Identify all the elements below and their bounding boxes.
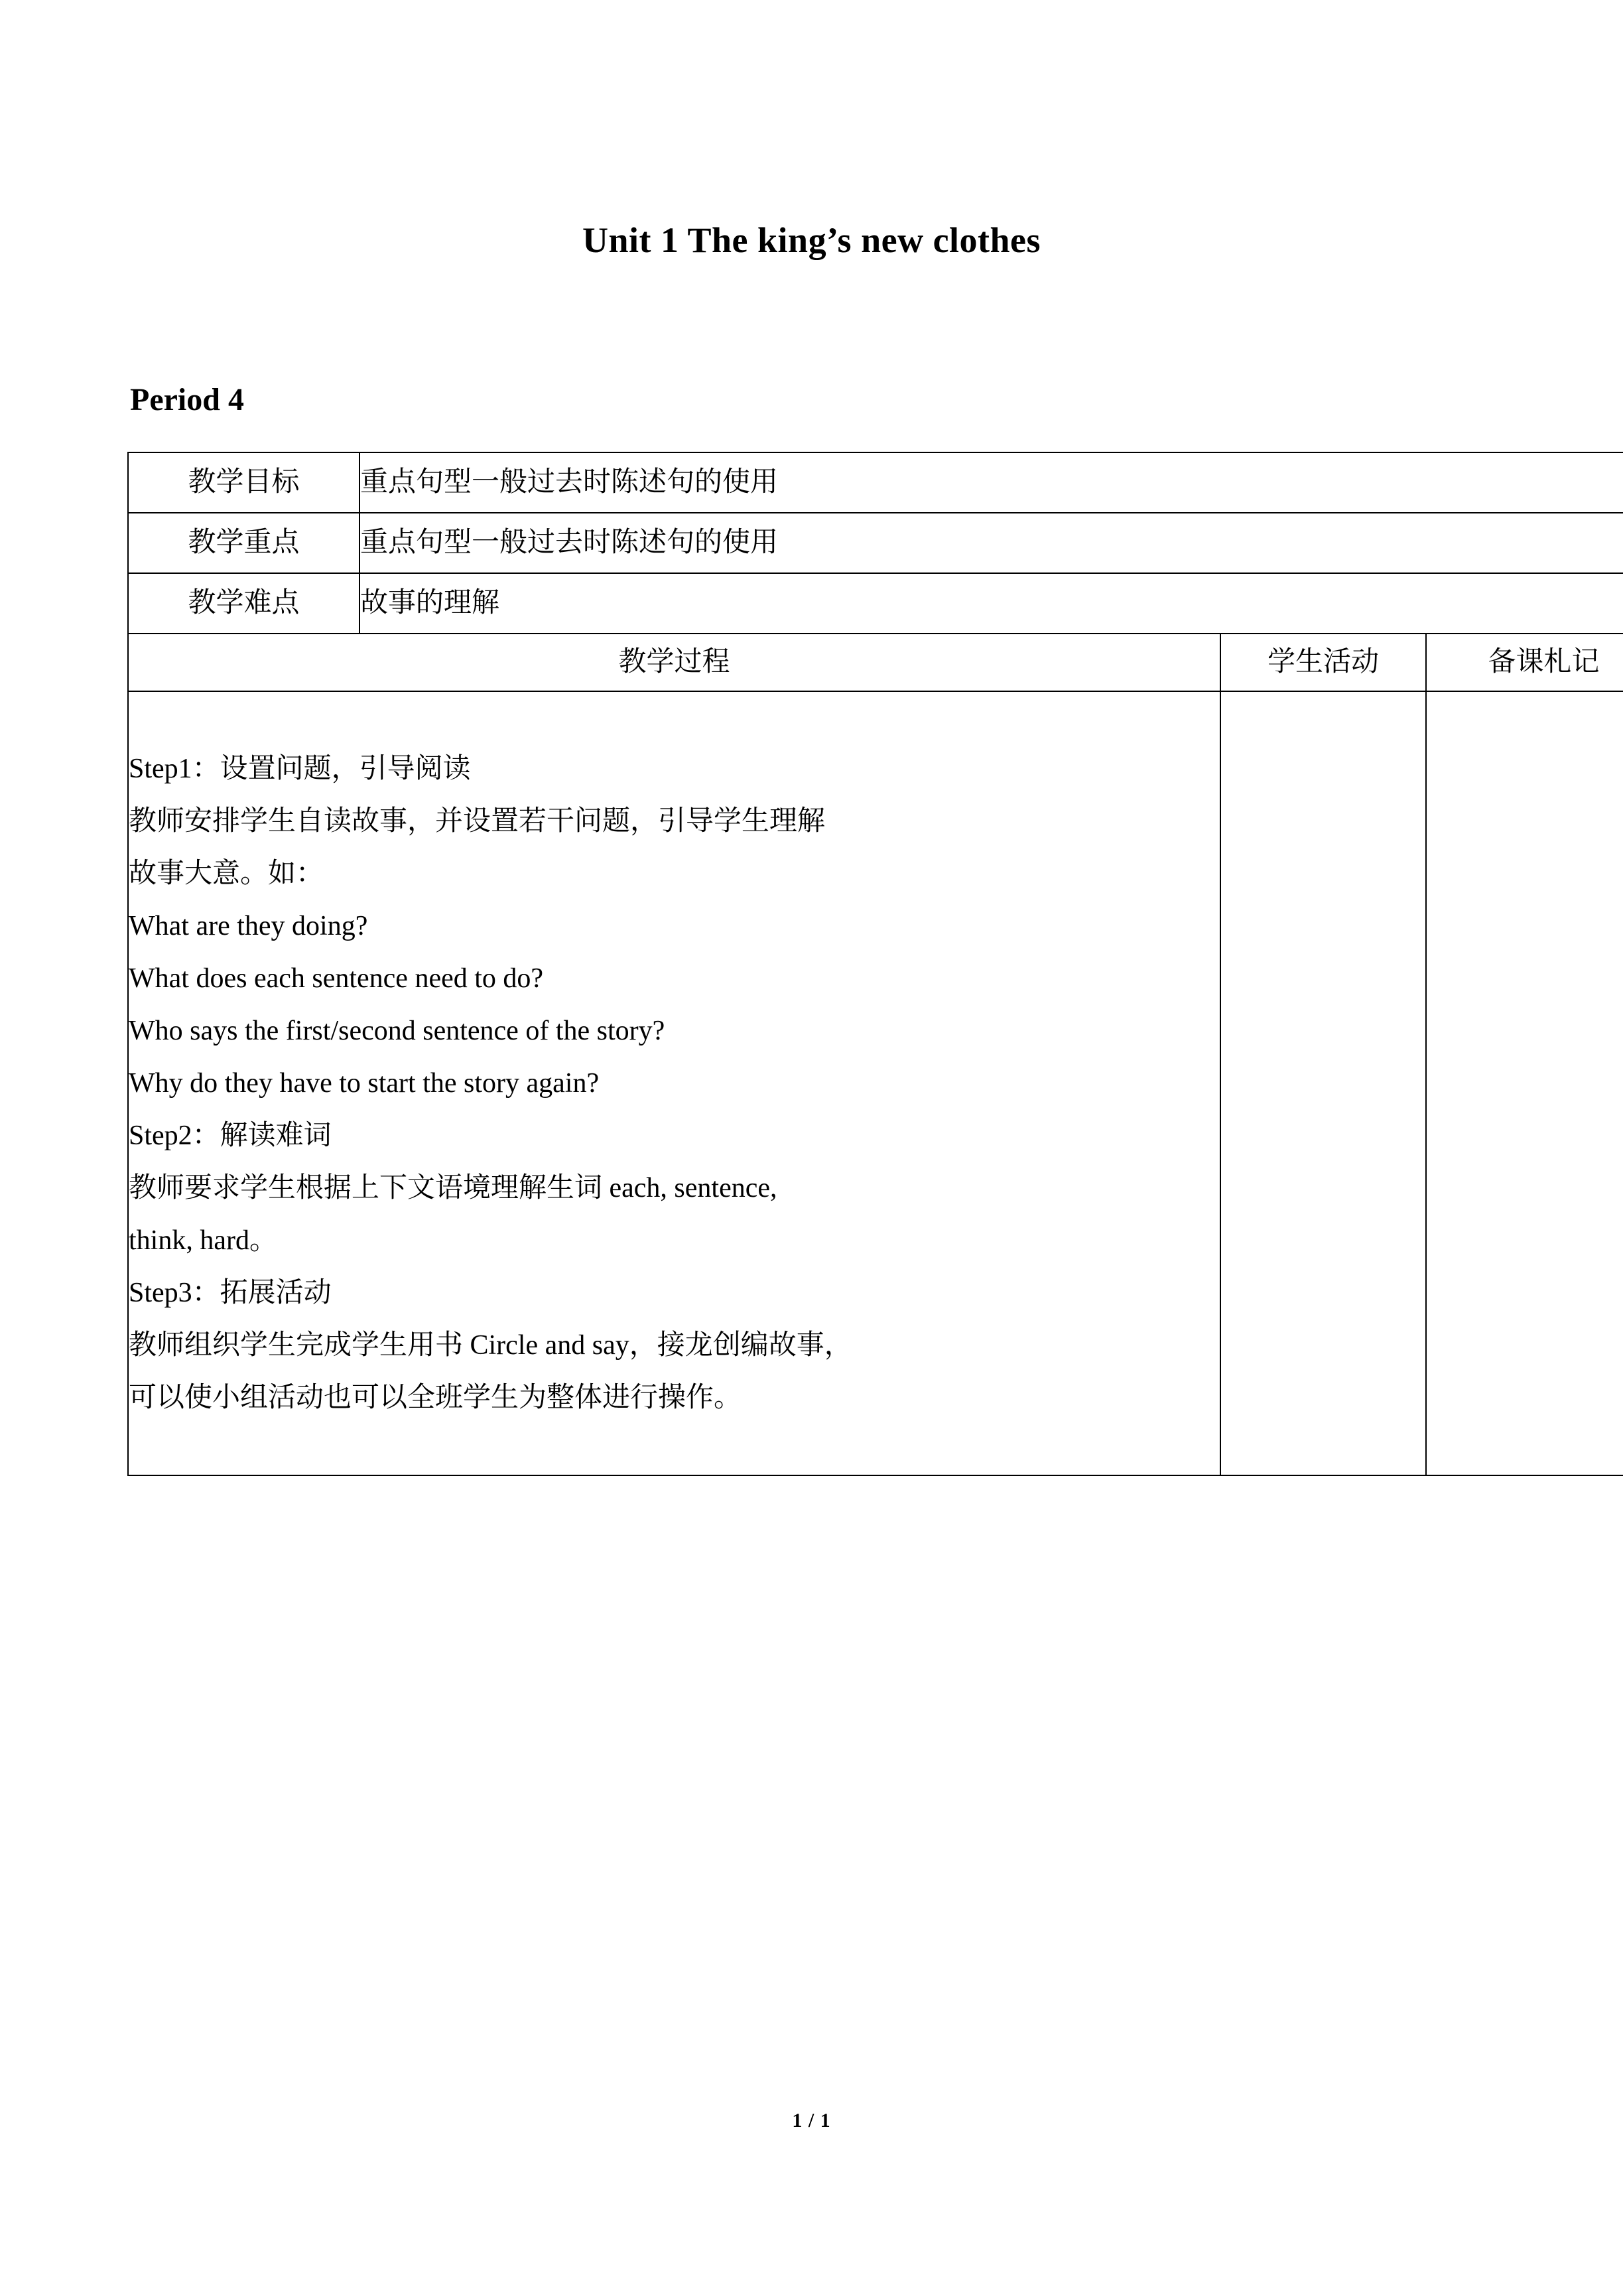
- objective-value: 重点句型一般过去时陈述句的使用: [359, 452, 1623, 513]
- process-line: think, hard。: [129, 1225, 277, 1256]
- objective-label: 教学目标: [128, 452, 359, 513]
- page-title: Unit 1 The king’s new clothes: [582, 220, 1041, 260]
- table-row-key-point: [128, 513, 1623, 573]
- table-body-row: [128, 691, 1623, 1475]
- process-line: Step3：拓展活动: [129, 1277, 332, 1308]
- header-teaching-process: 教学过程: [128, 634, 1220, 691]
- key-point-value: 重点句型一般过去时陈述句的使用: [359, 513, 1623, 573]
- page-number-footer: 1 / 1: [792, 2110, 831, 2131]
- process-line: 教师要求学生根据上下文语境理解生词 each, sentence,: [129, 1172, 777, 1203]
- lesson-notes-cell: [1426, 691, 1623, 1475]
- table-header-row: [128, 634, 1623, 691]
- period-heading: Period 4: [130, 382, 244, 417]
- process-line: What are they doing?: [129, 910, 368, 941]
- process-line: What does each sentence need to do?: [129, 963, 544, 994]
- header-lesson-notes: 备课札记: [1426, 634, 1623, 691]
- process-line: Who says the first/second sentence of the story?: [129, 1015, 665, 1046]
- process-line: Why do they have to start the story again?: [129, 1067, 600, 1099]
- difficulty-label: 教学难点: [128, 573, 359, 634]
- table-row-objective: [128, 452, 1623, 513]
- process-line: Step1：设置问题，引导阅读: [129, 753, 471, 784]
- difficulty-value: 故事的理解: [359, 573, 1623, 634]
- header-student-activity: 学生活动: [1220, 634, 1426, 691]
- process-line: 教师安排学生自读故事，并设置若干问题，引导学生理解: [129, 805, 826, 837]
- student-activity-cell: [1220, 691, 1426, 1475]
- process-line: Step2：解读难词: [129, 1120, 332, 1151]
- process-line: 教师组织学生完成学生用书 Circle and say，接龙创编故事，: [129, 1329, 852, 1361]
- table-row-difficulty: [128, 573, 1623, 634]
- teaching-process-cell: [128, 691, 1220, 1475]
- process-line: 可以使小组活动也可以全班学生为整体进行操作。: [129, 1382, 742, 1413]
- process-line: 故事大意。如：: [129, 858, 324, 889]
- lesson-plan-table: [127, 452, 1623, 1476]
- key-point-label: 教学重点: [128, 513, 359, 573]
